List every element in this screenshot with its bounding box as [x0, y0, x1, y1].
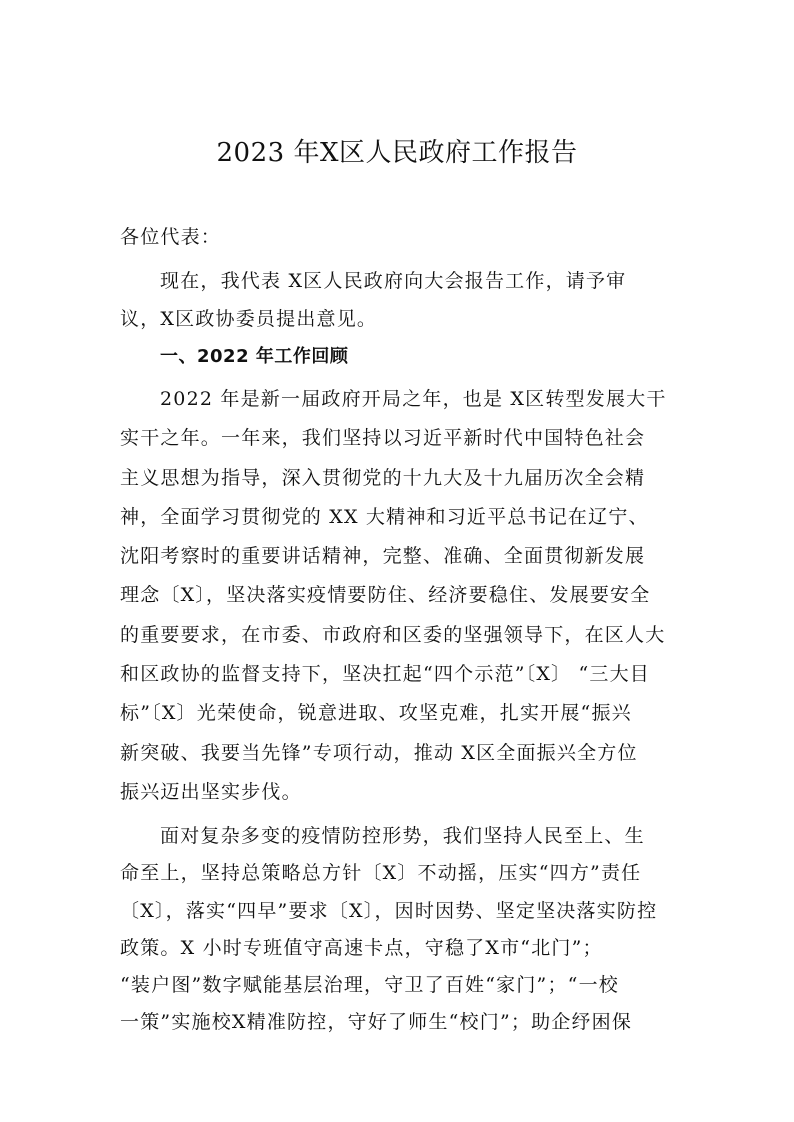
paragraph-line: 主义思想为指导，深入贯彻党的十九大及十九届历次全会精 [120, 466, 646, 489]
intro-paragraph [120, 262, 680, 338]
paragraph-line: 实干之年。一年来，我们坚持以习近平新时代中国特色社会 [120, 427, 646, 450]
paragraph-line: 和区政协的监督支持下，坚决扛起“四个示范”〔X〕 “三大目 [120, 663, 651, 686]
paragraph-line: 面对复杂多变的疫情防控形势，我们坚持人民至上、生 [160, 825, 645, 847]
paragraph-line: 沈阳考察时的重要讲话精神，完整、准确、全面贯彻新发展 [120, 545, 646, 568]
epidemic-paragraph [120, 818, 680, 1042]
paragraph-line: 2022 年是新一届政府开局之年，也是 X区转型发展大干 [160, 388, 667, 410]
paragraph-line: 理念〔X〕，坚决落实疫情要防住、经济要稳住、发展要安全 [120, 584, 651, 607]
review-paragraph [120, 380, 680, 812]
paragraph-line: 命至上，坚持总策略总方针〔X〕不动摇，压实“四方”责任 [120, 862, 642, 885]
paragraph-line: 新突破、我要当先锋”专项行动，推动 X区全面振兴全方位 [120, 741, 638, 764]
intro-line: 议，X区政协委员提出意见。 [120, 308, 378, 330]
paragraph-line: 一策”实施校X精准防控，守好了师生“校门”；助企纾困保 [120, 1011, 633, 1034]
paragraph-line: 振兴迈出坚实步伐。 [120, 780, 302, 803]
intro-line: 现在，我代表 X区人民政府向大会报告工作，请予审 [160, 270, 627, 292]
paragraph-line: 神，全面学习贯彻党的 XX 大精神和习近平总书记在辽宁、 [120, 505, 649, 528]
paragraph-line: “装户图”数字赋能基层治理，守卫了百姓“家门”；“一校 [120, 974, 619, 997]
salutation: 各位代表： [120, 226, 222, 248]
paragraph-line: 的重要要求，在市委、市政府和区委的坚强领导下，在区人大 [120, 623, 666, 646]
paragraph-line: 政策。X 小时专班值守高速卡点，守稳了X市“北门”； [120, 936, 603, 959]
section-heading: 一、2022 年工作回顾 [160, 346, 349, 367]
paragraph-line: 标”〔X〕光荣使命，锐意进取、攻坚克难，扎实开展“振兴 [120, 702, 632, 725]
document-title: 2023 年X区人民政府工作报告 [216, 138, 578, 168]
paragraph-line: 〔X〕，落实“四早”要求〔X〕，因时因势、坚定坚决落实防控 [120, 899, 658, 922]
